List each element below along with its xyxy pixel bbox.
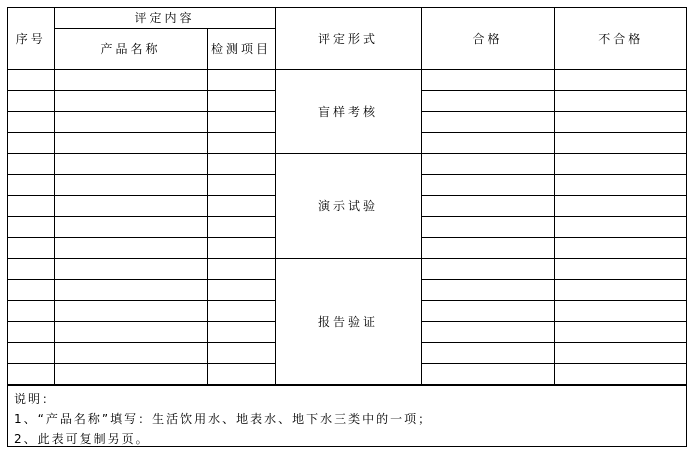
test-item-cell[interactable] — [207, 133, 275, 154]
seq-cell[interactable] — [8, 91, 54, 112]
fail-cell[interactable] — [554, 154, 687, 175]
header-test-item: 检测项目 — [207, 29, 275, 70]
table-row — [8, 259, 687, 280]
header-product-name: 产品名称 — [54, 29, 207, 70]
group-label-blind-sample: 盲样考核 — [275, 70, 421, 154]
fail-cell[interactable] — [554, 238, 687, 259]
header-content: 评定内容 — [54, 8, 275, 29]
pass-cell[interactable] — [421, 196, 554, 217]
test-item-cell[interactable] — [207, 364, 275, 385]
notes-title: 说明： — [14, 392, 57, 406]
pass-cell[interactable] — [421, 343, 554, 364]
pass-cell[interactable] — [421, 301, 554, 322]
product-name-cell[interactable] — [54, 280, 207, 301]
pass-cell[interactable] — [421, 217, 554, 238]
product-name-cell[interactable] — [54, 301, 207, 322]
pass-cell[interactable] — [421, 175, 554, 196]
seq-cell[interactable] — [8, 259, 54, 280]
pass-cell[interactable] — [421, 112, 554, 133]
test-item-cell[interactable] — [207, 343, 275, 364]
seq-cell[interactable] — [8, 70, 54, 91]
seq-cell[interactable] — [8, 238, 54, 259]
product-name-cell[interactable] — [54, 259, 207, 280]
seq-cell[interactable] — [8, 301, 54, 322]
product-name-cell[interactable] — [54, 154, 207, 175]
product-name-cell[interactable] — [54, 238, 207, 259]
pass-cell[interactable] — [421, 322, 554, 343]
fail-cell[interactable] — [554, 343, 687, 364]
product-name-cell[interactable] — [54, 112, 207, 133]
product-name-cell[interactable] — [54, 91, 207, 112]
fail-cell[interactable] — [554, 175, 687, 196]
product-name-cell[interactable] — [54, 175, 207, 196]
test-item-cell[interactable] — [207, 154, 275, 175]
test-item-cell[interactable] — [207, 322, 275, 343]
pass-cell[interactable] — [421, 70, 554, 91]
evaluation-table — [8, 8, 687, 385]
seq-cell[interactable] — [8, 364, 54, 385]
test-item-cell[interactable] — [207, 259, 275, 280]
pass-cell[interactable] — [421, 238, 554, 259]
pass-cell[interactable] — [421, 133, 554, 154]
pass-cell[interactable] — [421, 154, 554, 175]
seq-cell[interactable] — [8, 280, 54, 301]
fail-cell[interactable] — [554, 301, 687, 322]
fail-cell[interactable] — [554, 364, 687, 385]
seq-cell[interactable] — [8, 196, 54, 217]
product-name-cell[interactable] — [54, 322, 207, 343]
seq-cell[interactable] — [8, 133, 54, 154]
header-form: 评定形式 — [275, 8, 421, 70]
group-label-demo-test: 演示试验 — [275, 154, 421, 259]
product-name-cell[interactable] — [54, 364, 207, 385]
fail-cell[interactable] — [554, 112, 687, 133]
product-name-cell[interactable] — [54, 70, 207, 91]
pass-cell[interactable] — [421, 364, 554, 385]
seq-cell[interactable] — [8, 343, 54, 364]
table-row — [8, 154, 687, 175]
test-item-cell[interactable] — [207, 112, 275, 133]
pass-cell[interactable] — [421, 280, 554, 301]
test-item-cell[interactable] — [207, 175, 275, 196]
test-item-cell[interactable] — [207, 301, 275, 322]
header-seq: 序号 — [8, 8, 54, 70]
product-name-cell[interactable] — [54, 133, 207, 154]
seq-cell[interactable] — [8, 322, 54, 343]
test-item-cell[interactable] — [207, 217, 275, 238]
fail-cell[interactable] — [554, 196, 687, 217]
fail-cell[interactable] — [554, 217, 687, 238]
test-item-cell[interactable] — [207, 238, 275, 259]
notes-line-2: 2、此表可复制另页。 — [14, 432, 150, 446]
header-fail: 不合格 — [554, 8, 687, 70]
fail-cell[interactable] — [554, 70, 687, 91]
seq-cell[interactable] — [8, 112, 54, 133]
seq-cell[interactable] — [8, 154, 54, 175]
seq-cell[interactable] — [8, 217, 54, 238]
product-name-cell[interactable] — [54, 217, 207, 238]
product-name-cell[interactable] — [54, 196, 207, 217]
fail-cell[interactable] — [554, 133, 687, 154]
test-item-cell[interactable] — [207, 91, 275, 112]
test-item-cell[interactable] — [207, 196, 275, 217]
fail-cell[interactable] — [554, 322, 687, 343]
evaluation-form — [7, 7, 687, 447]
group-label-report-verification: 报告验证 — [275, 259, 421, 385]
fail-cell[interactable] — [554, 91, 687, 112]
fail-cell[interactable] — [554, 259, 687, 280]
pass-cell[interactable] — [421, 259, 554, 280]
product-name-cell[interactable] — [54, 343, 207, 364]
notes-section — [8, 385, 686, 449]
fail-cell[interactable] — [554, 280, 687, 301]
test-item-cell[interactable] — [207, 70, 275, 91]
test-item-cell[interactable] — [207, 280, 275, 301]
seq-cell[interactable] — [8, 175, 54, 196]
table-row — [8, 70, 687, 91]
notes-line-1: 1、“产品名称”填写：生活饮用水、地表水、地下水三类中的一项； — [14, 412, 433, 426]
pass-cell[interactable] — [421, 91, 554, 112]
header-pass: 合格 — [421, 8, 554, 70]
